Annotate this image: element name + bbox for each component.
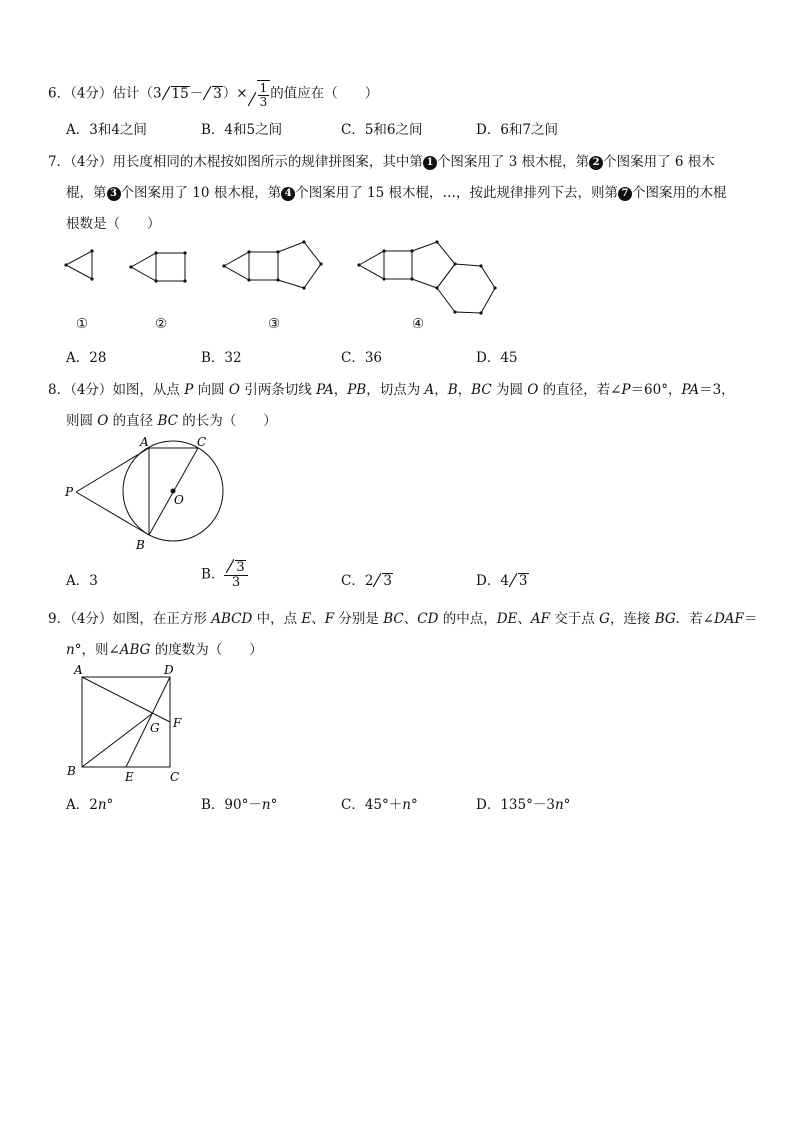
- q9-label-c: C: [170, 770, 180, 784]
- q6-sqrt15: 15: [171, 85, 189, 102]
- q8-stem-line2: 则圆 O 的直径 BC 的长为（ ）: [66, 413, 277, 429]
- q9-number: 9．: [48, 611, 71, 627]
- q9-option-c[interactable]: C．45°＋n°: [341, 797, 418, 813]
- q9-stem-line2: n°，则∠ABG 的度数为（ ）: [66, 642, 263, 658]
- q7-pattern-figure: [0, 0, 794, 340]
- q7-fig-label-4: ④: [412, 316, 425, 332]
- q7-fig-label-2: ②: [155, 316, 168, 332]
- q9-square-figure: [60, 660, 190, 785]
- q6-sqrt-frac: $\frac{1}{3}$: [248, 80, 271, 108]
- q7-pattern-4: [359, 242, 495, 313]
- q7-fig-label-1: ①: [76, 316, 89, 332]
- q6-option-d[interactable]: D．6和7之间: [476, 122, 559, 138]
- q8-option-c[interactable]: C．2 3: [341, 573, 393, 589]
- q9-option-d[interactable]: D．135°－3n°: [476, 797, 571, 813]
- q8-tangent-pb: [76, 492, 149, 535]
- q7-option-a[interactable]: A．28: [66, 350, 107, 366]
- q9-line-bg: [82, 713, 153, 767]
- q6-option-b[interactable]: B．4和5之间: [201, 122, 283, 138]
- q8-label-o: O: [174, 493, 184, 507]
- q8-label-a: A: [140, 435, 149, 449]
- q8-option-b[interactable]: B． $\frac{3}{3}$: [201, 560, 248, 590]
- q7-option-d[interactable]: D．45: [476, 350, 518, 366]
- q8-label-c: C: [197, 435, 207, 449]
- q7-stem-line3: 根数是（ ）: [66, 216, 161, 232]
- q8-option-a[interactable]: A．3: [66, 573, 98, 589]
- q8-stem-line1: 8．（4分）如图，从点 P 向圆 O 引两条切线 PA，PB，切点为 A，B，BC 为圆 O 的直径，若∠P＝60°，PA＝3，: [48, 382, 735, 398]
- q9-option-b[interactable]: B．90°－n°: [201, 797, 278, 813]
- q7-option-b[interactable]: B．32: [201, 350, 242, 366]
- q7-pattern-2: [131, 253, 185, 281]
- q6-option-c[interactable]: C．5和6之间: [341, 122, 423, 138]
- q9-score: （4分）: [70, 611, 113, 627]
- q7-pattern-1: [66, 251, 92, 279]
- q9-line-af: [82, 677, 170, 722]
- q6-stem: 6．（4分）估计（3 15－ 3）× $\frac{1}{3}$ 的值应在（ ）: [48, 81, 379, 109]
- q6-sqrt3: 3: [213, 85, 222, 102]
- q7-score: （4分）: [70, 154, 113, 170]
- q6-number: 6．: [48, 85, 71, 102]
- q7-option-c[interactable]: C．36: [341, 350, 383, 366]
- q7-pattern-3: [224, 242, 321, 288]
- q8-option-d[interactable]: D．4 3: [476, 573, 528, 589]
- q9-stem-line1: 9．（4分）如图，在正方形 ABCD 中，点 E、F 分别是 BC、CD 的中点，DE、AF 交于点 G，连接 BG．若∠DAF＝: [48, 611, 758, 627]
- q9-label-f: F: [173, 716, 182, 730]
- q7-stem-line2: 棍，第 3 个图案用了 10 根木棍，第 4 个图案用了 15 根木棍，…，按此规律排列下去，则第 7 个图案用的木棍: [66, 185, 727, 201]
- q7-number: 7．: [48, 154, 71, 170]
- q8-number: 8．: [48, 382, 71, 398]
- q8-circle-figure: [60, 432, 240, 557]
- q8-label-b: B: [136, 538, 145, 552]
- q9-line-de: [126, 677, 170, 767]
- q9-label-b: B: [67, 764, 76, 778]
- q6-score: （4分）: [70, 85, 113, 102]
- q8-tangent-pa: [76, 448, 149, 492]
- q7-fig-label-3: ③: [268, 316, 281, 332]
- q9-label-g: G: [150, 721, 160, 735]
- q9-option-a[interactable]: A．2n°: [66, 797, 114, 813]
- q7-stem-line1: 7．（4分）用长度相同的木棍按如图所示的规律拼图案，其中第 1 个图案用了 3 根木棍，第 2 个图案用了 6 根木: [48, 154, 715, 170]
- q8-label-p: P: [65, 485, 74, 499]
- q6-option-a[interactable]: A．3和4之间: [66, 122, 147, 138]
- q9-label-e: E: [125, 770, 134, 784]
- q9-label-d: D: [164, 663, 174, 677]
- q8-score: （4分）: [70, 382, 113, 398]
- q9-label-a: A: [74, 663, 83, 677]
